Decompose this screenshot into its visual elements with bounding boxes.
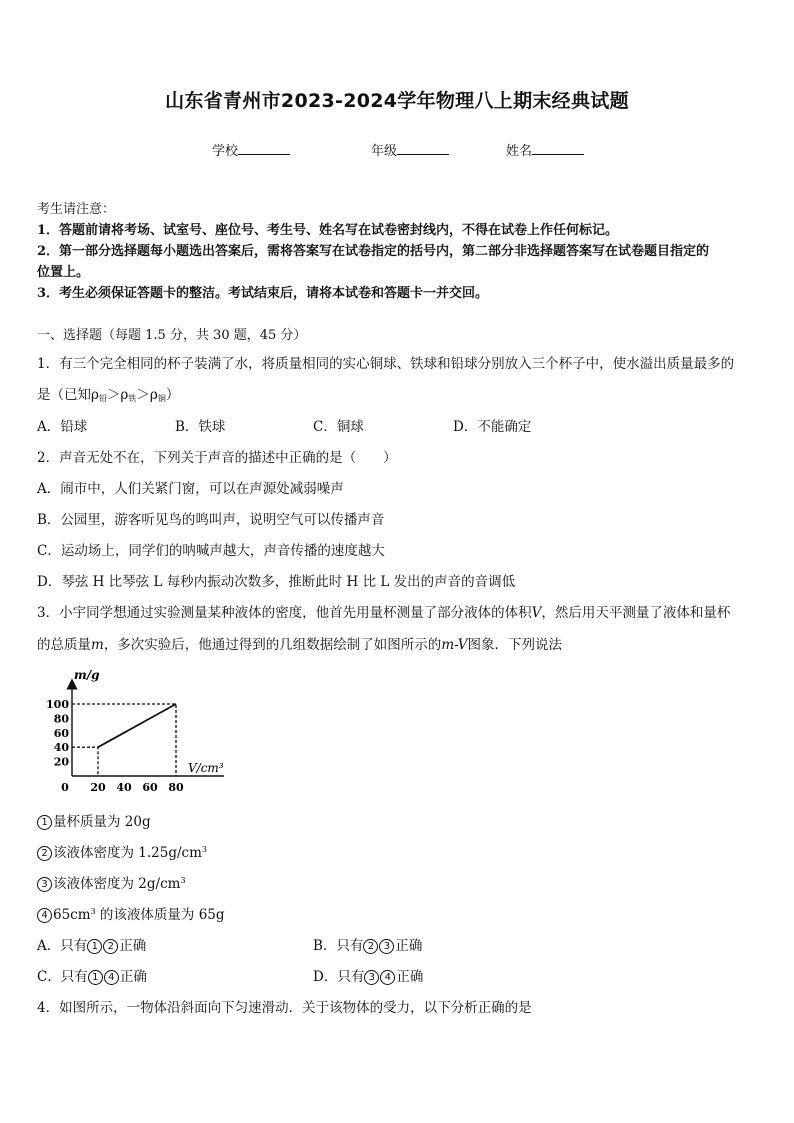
notice-item: 2．第一部分选择题每小题选出答案后，需将答案写在试卷指定的括号内，第二部分非选择题答案写在试卷题目指定的 (37, 244, 710, 259)
option-text: D．只有 (313, 969, 365, 985)
guide-lines (72, 704, 176, 776)
circled-number: 1 (37, 815, 52, 830)
notice-item: 3．考生必须保证答题卡的整洁。考试结束后，请将本试卷和答题卡一并交回。 (37, 286, 489, 301)
dashed-guide-line (72, 747, 98, 776)
notice-item: 1．答题前请将考场、试室号、座位号、考生号、姓名写在试卷密封线内，不得在试卷上作任何标记。 (37, 223, 619, 238)
x-tick-labels (61, 781, 184, 794)
circled-number: 2 (103, 939, 118, 954)
option-text: 正确 (119, 969, 147, 985)
superscript: 3 (90, 907, 96, 916)
notice-heading: 考生请注意： (37, 202, 116, 217)
q1-text: 是（已知ρ (37, 387, 99, 403)
grade-label: 年级 (371, 144, 398, 159)
name-field (506, 140, 584, 159)
circled-number: 3 (364, 970, 379, 985)
statement-text: 该液体密度为 2g/cm (53, 876, 181, 892)
q3-text: ，然后用天平测量了液体和量杯 (541, 605, 731, 621)
q2-option-d: D．琴弦 H 比琴弦 L 每秒内振动次数多，推断此时 H 比 L 发出的声音的音调低 (37, 574, 516, 590)
q3-text: ，多次实验后，他通过得到的几组数据绘制了如图所示的 (103, 637, 442, 653)
question-1-stem-cont (37, 383, 179, 404)
circled-number: 4 (380, 970, 395, 985)
statement-text: 量杯质量为 20g (53, 814, 151, 830)
option-text: A．只有 (37, 938, 88, 954)
data-line (98, 704, 176, 747)
option-text: 正确 (396, 969, 424, 985)
circled-number: 1 (87, 939, 102, 954)
y-tick-label: 60 (53, 726, 69, 740)
q3-text: 3．小宇同学想通过实验测量某种液体的密度，他首先用量杯测量了部分液体的体积 (37, 605, 532, 621)
q3-text: 的总质量 (37, 637, 91, 653)
grade-field (371, 140, 449, 159)
q3-option-c (37, 965, 147, 985)
series-line (98, 704, 176, 747)
q3-option-a (37, 934, 146, 954)
y-tick-labels (46, 698, 69, 769)
q1-subscript-copper: 铜 (157, 394, 166, 403)
name-label: 姓名 (506, 144, 533, 159)
superscript: 3 (201, 845, 207, 854)
q2-option-a: A．闹市中，人们关紧门窗，可以在声源处减弱噪声 (37, 481, 344, 497)
q1-option-a: A．铅球 (37, 419, 88, 435)
circled-number: 3 (379, 939, 394, 954)
notice-item: 位置上。 (37, 265, 90, 280)
q3-statement-2 (37, 841, 207, 861)
option-text: 正确 (395, 938, 423, 954)
superscript: 3 (180, 876, 186, 885)
school-blank (238, 143, 290, 155)
q2-option-b: B．公园里，游客听见鸟的鸣叫声，说明空气可以传播声音 (37, 512, 385, 528)
statement-text: 该液体密度为 1.25g/cm (53, 845, 202, 861)
x-axis-label: V/cm³ (188, 761, 224, 775)
page-title: 山东省青州市2023-2024学年物理八上期末经典试题 (165, 90, 629, 112)
q3-option-d (313, 965, 423, 985)
question-3-stem (37, 601, 730, 621)
q1-text: ＞ρ (136, 387, 158, 403)
q3-var-m: m (91, 637, 104, 653)
school-field (212, 140, 290, 159)
x-tick-label: 80 (168, 781, 184, 794)
x-tick-label: 20 (90, 781, 106, 794)
q3-var-v: V (531, 605, 542, 621)
circled-number: 4 (104, 970, 119, 985)
name-blank (532, 143, 584, 155)
section-heading: 一、选择题（每题 1.5 分，共 30 题，45 分） (37, 328, 307, 343)
option-text: B．只有 (313, 938, 364, 954)
statement-text: 的该液体质量为 65g (95, 907, 225, 923)
dashed-guide-line (72, 704, 176, 776)
q3-statement-1 (37, 810, 151, 830)
question-2-stem: 2．声音无处不在，下列关于声音的描述中正确的是（ ） (37, 450, 397, 466)
circled-number: 1 (88, 970, 103, 985)
school-label: 学校 (212, 144, 239, 159)
q1-text: ） (165, 387, 180, 403)
statement-text: 65cm (53, 907, 91, 923)
option-text: 正确 (119, 938, 147, 954)
q2-option-c: C．运动场上，同学们的呐喊声越大，声音传播的速度越大 (37, 543, 385, 559)
q3-option-b (313, 934, 422, 954)
option-text: C．只有 (37, 969, 88, 985)
q1-subscript-lead: 铅 (98, 394, 107, 403)
q3-var-mv: m-V (441, 637, 468, 653)
circled-number: 2 (363, 939, 378, 954)
q3-text: 图象．下列说法 (467, 637, 562, 653)
q1-subscript-iron: 铁 (128, 394, 137, 403)
x-tick-label: 60 (142, 781, 158, 794)
q1-option-c: C．铜球 (313, 419, 364, 435)
q3-statement-3 (37, 872, 186, 892)
question-3-stem-cont (37, 633, 562, 653)
q1-text: ＞ρ (106, 387, 129, 403)
grade-blank (397, 143, 449, 155)
mv-graph (46, 664, 242, 804)
y-tick-label: 40 (53, 741, 69, 755)
question-4-stem: 4．如图所示，一物体沿斜面向下匀速滑动．关于该物体的受力，以下分析正确的是 (37, 1000, 532, 1016)
question-1-stem: 1．有三个完全相同的杯子装满了水，将质量相同的实心铜球、铁球和铅球分别放入三个杯子中，使水溢出质量最多的 (37, 356, 735, 372)
y-tick-label: 100 (46, 698, 69, 711)
y-axis-label: m/g (74, 668, 100, 682)
q1-option-b: B．铁球 (175, 419, 226, 435)
x-tick-label: 40 (116, 781, 132, 794)
q1-option-d: D．不能确定 (453, 419, 532, 435)
q3-statement-4 (37, 903, 225, 923)
circled-number: 2 (37, 846, 52, 861)
circled-number: 4 (37, 908, 52, 923)
y-tick-label: 80 (53, 712, 69, 726)
circled-number: 3 (37, 877, 52, 892)
y-tick-label: 20 (53, 755, 69, 769)
x-tick-label: 0 (61, 781, 69, 794)
